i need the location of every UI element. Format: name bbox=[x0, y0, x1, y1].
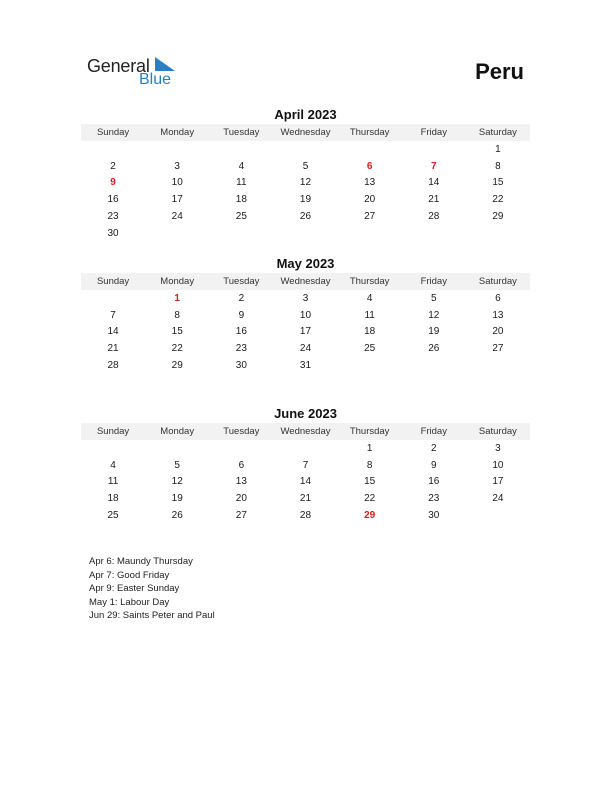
weekday-label: Friday bbox=[420, 426, 447, 437]
date-cell: 9 bbox=[430, 459, 437, 471]
date-cell: 26 bbox=[171, 510, 183, 522]
weekday-header bbox=[81, 273, 530, 290]
generalblue-logo bbox=[87, 56, 187, 92]
month-may bbox=[81, 255, 530, 374]
date-cell: 27 bbox=[364, 211, 376, 223]
date-cell: 24 bbox=[299, 343, 312, 355]
date-cell: 20 bbox=[492, 326, 504, 338]
date-cell: 14 bbox=[299, 476, 312, 488]
date-cell: 16 bbox=[428, 476, 440, 488]
date-cell: 28 bbox=[107, 360, 119, 372]
date-cell: 24 bbox=[492, 493, 504, 505]
weekday-label: Saturday bbox=[478, 127, 517, 138]
week-row bbox=[81, 208, 530, 225]
week-row bbox=[81, 490, 530, 507]
week-row bbox=[81, 340, 530, 357]
logo-general-text: General bbox=[87, 56, 150, 76]
date-cell: 17 bbox=[299, 326, 312, 338]
weekday-label: Thursday bbox=[349, 276, 390, 287]
date-cell: 10 bbox=[171, 177, 183, 189]
date-cell: 3 bbox=[174, 160, 180, 172]
date-cell: 5 bbox=[174, 459, 180, 471]
date-cell: 19 bbox=[299, 194, 312, 206]
date-cell: 10 bbox=[492, 459, 504, 471]
date-cell: 12 bbox=[428, 309, 440, 321]
date-cell: 8 bbox=[495, 160, 501, 172]
holiday-date-cell: 9 bbox=[110, 177, 116, 189]
holiday-list-item: Apr 9: Easter Sunday bbox=[89, 583, 180, 594]
date-cell: 30 bbox=[107, 227, 119, 239]
date-cell: 31 bbox=[299, 360, 312, 372]
date-cell: 4 bbox=[366, 292, 373, 304]
date-cell: 17 bbox=[492, 476, 504, 488]
date-cell: 29 bbox=[492, 211, 504, 223]
date-cell: 11 bbox=[107, 476, 119, 488]
date-cell: 4 bbox=[110, 459, 116, 471]
date-cell: 3 bbox=[495, 442, 501, 454]
week-row bbox=[81, 141, 530, 158]
date-cell: 6 bbox=[238, 459, 245, 471]
week-row bbox=[81, 175, 530, 192]
weekday-label: Monday bbox=[160, 426, 195, 437]
date-cell: 21 bbox=[107, 343, 119, 355]
month-title: May 2023 bbox=[276, 256, 335, 271]
weekday-label: Tuesday bbox=[223, 276, 260, 287]
date-cell: 3 bbox=[302, 292, 309, 304]
holiday-list-item: Apr 7: Good Friday bbox=[89, 569, 170, 581]
date-cell: 24 bbox=[171, 211, 183, 223]
weekday-label: Monday bbox=[160, 127, 195, 138]
date-cell: 21 bbox=[299, 493, 312, 505]
holiday-list-item: Apr 6: Maundy Thursday bbox=[89, 556, 193, 567]
date-cell: 12 bbox=[171, 476, 183, 488]
week-row bbox=[81, 225, 530, 242]
date-cell: 11 bbox=[364, 309, 375, 321]
date-cell: 22 bbox=[171, 343, 183, 355]
date-cell: 7 bbox=[302, 459, 309, 471]
date-cell: 14 bbox=[428, 177, 440, 189]
date-cell: 26 bbox=[299, 211, 312, 223]
date-cell: 25 bbox=[364, 343, 376, 355]
date-cell: 2 bbox=[110, 160, 116, 172]
week-row bbox=[81, 158, 530, 175]
date-cell: 5 bbox=[302, 160, 309, 172]
date-cell: 25 bbox=[107, 510, 119, 522]
date-cell: 19 bbox=[428, 326, 440, 338]
date-cell: 13 bbox=[492, 309, 504, 321]
country-title: Peru bbox=[475, 59, 524, 84]
holiday-date-cell: 29 bbox=[364, 510, 376, 522]
holiday-date-cell: 1 bbox=[174, 292, 180, 304]
month-title: April 2023 bbox=[274, 107, 337, 122]
week-row bbox=[81, 324, 530, 341]
date-cell: 15 bbox=[492, 177, 504, 189]
holiday-date-cell: 7 bbox=[430, 160, 437, 172]
holiday-list bbox=[89, 555, 215, 623]
date-cell: 1 bbox=[495, 143, 501, 155]
month-june bbox=[81, 405, 530, 524]
date-cell: 15 bbox=[171, 326, 183, 338]
week-row bbox=[81, 191, 530, 208]
holiday-list-item: Jun 29: Saints Peter and Paul bbox=[89, 610, 215, 621]
holiday-list-item: May 1: Labour Day bbox=[89, 596, 170, 608]
holiday-date-cell: 6 bbox=[366, 160, 373, 172]
date-cell: 15 bbox=[364, 476, 376, 488]
date-cell: 22 bbox=[364, 493, 376, 505]
week-row bbox=[81, 290, 530, 307]
weekday-label: Wednesday bbox=[280, 276, 331, 287]
date-cell: 27 bbox=[235, 510, 247, 522]
logo-blue-text: Blue bbox=[139, 71, 172, 88]
date-cell: 6 bbox=[495, 292, 501, 304]
date-cell: 25 bbox=[235, 211, 247, 223]
date-cell: 18 bbox=[235, 194, 247, 206]
date-cell: 30 bbox=[428, 510, 440, 522]
date-cell: 5 bbox=[430, 292, 437, 304]
date-cell: 21 bbox=[428, 194, 440, 206]
weekday-label: Sunday bbox=[96, 276, 130, 287]
date-cell: 9 bbox=[238, 309, 245, 321]
date-cell: 19 bbox=[171, 493, 183, 505]
date-cell: 28 bbox=[299, 510, 312, 522]
date-cell: 11 bbox=[236, 177, 247, 189]
date-cell: 7 bbox=[110, 309, 116, 321]
date-cell: 18 bbox=[364, 326, 376, 338]
date-cell: 4 bbox=[238, 160, 245, 172]
date-cell: 8 bbox=[366, 459, 373, 471]
date-cell: 2 bbox=[238, 292, 245, 304]
date-cell: 26 bbox=[428, 343, 440, 355]
month-title: June 2023 bbox=[274, 406, 337, 421]
weekday-label: Sunday bbox=[96, 426, 130, 437]
date-cell: 16 bbox=[235, 326, 247, 338]
weekday-label: Sunday bbox=[96, 127, 130, 138]
date-cell: 13 bbox=[364, 177, 376, 189]
week-row bbox=[81, 507, 530, 524]
week-row bbox=[81, 440, 530, 457]
date-cell: 12 bbox=[299, 177, 312, 189]
weekday-label: Wednesday bbox=[280, 426, 331, 437]
weekday-label: Tuesday bbox=[223, 426, 260, 437]
weekday-label: Saturday bbox=[478, 426, 517, 437]
date-cell: 8 bbox=[174, 309, 180, 321]
date-cell: 23 bbox=[107, 211, 119, 223]
weekday-label: Thursday bbox=[349, 426, 390, 437]
date-cell: 2 bbox=[430, 442, 437, 454]
weekday-label: Saturday bbox=[478, 276, 517, 287]
date-cell: 29 bbox=[171, 360, 183, 372]
weekday-label: Friday bbox=[420, 127, 447, 138]
weekday-header bbox=[81, 423, 530, 440]
week-row bbox=[81, 457, 530, 474]
weekday-label: Tuesday bbox=[223, 127, 260, 138]
weekday-label: Monday bbox=[160, 276, 195, 287]
date-cell: 16 bbox=[107, 194, 119, 206]
date-cell: 10 bbox=[299, 309, 312, 321]
date-cell: 20 bbox=[235, 493, 247, 505]
date-cell: 23 bbox=[235, 343, 247, 355]
date-cell: 28 bbox=[428, 211, 440, 223]
date-cell: 1 bbox=[366, 442, 373, 454]
week-row bbox=[81, 357, 530, 374]
date-cell: 18 bbox=[107, 493, 119, 505]
weekday-label: Wednesday bbox=[280, 127, 331, 138]
date-cell: 22 bbox=[492, 194, 504, 206]
month-april bbox=[81, 106, 530, 242]
date-cell: 17 bbox=[171, 194, 183, 206]
week-row bbox=[81, 307, 530, 324]
date-cell: 20 bbox=[364, 194, 376, 206]
date-cell: 14 bbox=[107, 326, 119, 338]
week-row bbox=[81, 474, 530, 491]
date-cell: 23 bbox=[428, 493, 440, 505]
weekday-header bbox=[81, 124, 530, 141]
weekday-label: Thursday bbox=[349, 127, 390, 138]
date-cell: 30 bbox=[235, 360, 247, 372]
date-cell: 13 bbox=[235, 476, 247, 488]
weekday-label: Friday bbox=[420, 276, 447, 287]
date-cell: 27 bbox=[492, 343, 504, 355]
